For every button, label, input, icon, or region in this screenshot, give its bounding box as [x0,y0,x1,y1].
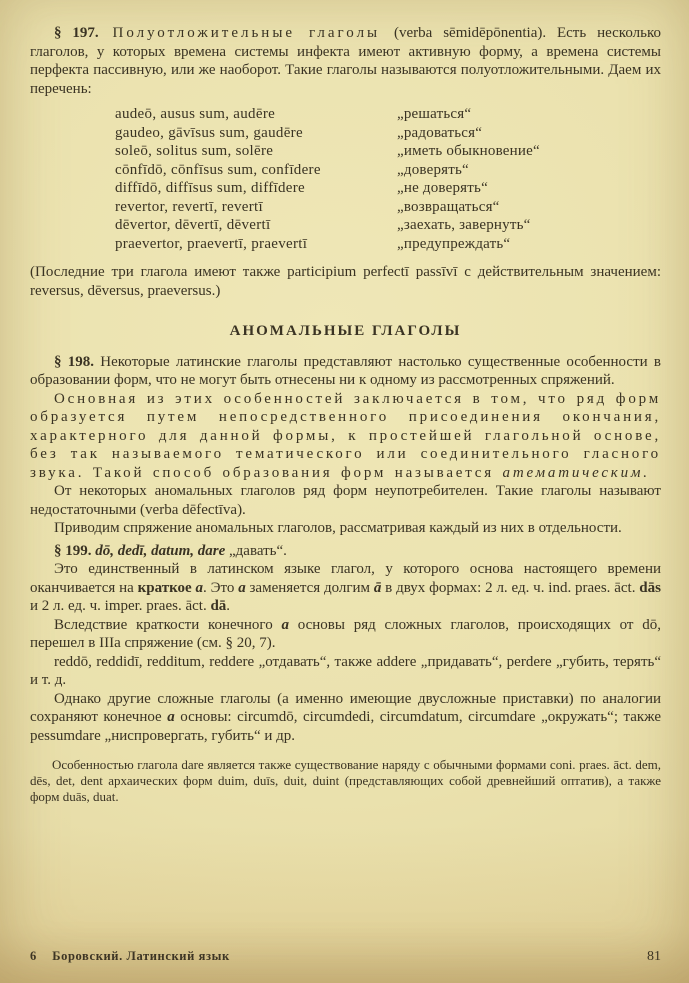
term-athematic: атематическим. [502,464,650,481]
verb-translation: „возвращаться“ [397,198,500,215]
text-segment: и 2 л. ед. ч. imper. praes. āct. [30,598,211,614]
verb-do-translation: „давать“. [229,542,287,559]
colophon: Боровский. Латинский язык [52,949,230,963]
bold-italic-a: a [238,579,246,596]
page-number: 81 [647,949,661,964]
verb-row [115,216,661,235]
verb-latin: gaudeo, gāvīsus sum, gaudēre [115,124,303,141]
bold-das: dās [639,579,661,596]
section-heading-anomalous-verbs: АНОМАЛЬНЫЕ ГЛАГОЛЫ [229,323,462,339]
semideponent-verb-list [115,105,661,253]
paragraph-199-2 [30,616,661,653]
bold-italic-a: a [167,709,175,725]
paragraph-198-1 [30,353,661,390]
bold-italic-a: a [195,579,204,596]
spaced-text: Основная из этих особенностей заключается в том, что ряд форм образуется путем непосредственного присоединения окончания, характерного для данной формы, к простейшей глагольной основе, без так называемого тематического или соединительного гласного звука. Такой способ образования форм называется [30,390,661,481]
footnote-dare-archaic-forms: Особенностью глагола dare является также существование наряду с обычными формами coni. praes. āct. dem, dēs, det, dent архаических форм duim, duīs, duit, duint (представляющих собой древнейший оптатив), а также форм duās, duat. [30,757,661,804]
verb-latin: audeō, ausus sum, audēre [115,106,276,122]
verb-row [115,142,661,161]
verb-row [115,198,661,217]
verb-latin: diffīdō, diffīsus sum, diffīdere [115,180,306,196]
verb-latin: cōnfīdō, cōnfīsus sum, confīdere [115,161,321,178]
paragraph-198-3: От некоторых аномальных глаголов ряд форм неупотребителен. Такие глаголы называют недостаточными (verba dēfectīva). [30,483,661,518]
verb-latin: praevertor, praevertī, praevertī [115,235,308,252]
paragraph-199-4 [30,690,661,746]
heading-199 [30,542,661,561]
text-segment: . Это [203,579,239,596]
verb-translation: „иметь обыкновение“ [397,143,540,159]
paragraph-199-3: reddō, reddidī, redditum, reddere „отдавать“, также addere „придавать“, perdere „губить, терять“ и т. д. [30,653,661,688]
section-number-197: § 197. [54,25,99,41]
bold-da: dā [210,598,227,614]
verb-latin: revertor, revertī, revertī [115,198,263,215]
text-segment: заменяется долгим [245,579,374,596]
section-body-197: Есть несколько глаголов, у которых времена системы инфекта имеют активную форму, а времена системы перфекта пассивную, или же наоборот. Такие глаголы называются полуотложительными. Даем их перечень: [30,25,661,97]
verb-latin: soleō, solitus sum, solēre [115,143,274,159]
paragraph-198-spaced [30,390,661,483]
verb-do-principal-parts: dō, dedī, datum, dare [91,542,229,559]
verb-latin: dēvertor, dēvertī, dēvertī [115,217,271,233]
text-segment: Однако другие сложные глаголы (а именно имеющие двусложные приставки) по аналогии сохраняют конечное [30,690,661,725]
text-segment: . [226,598,231,614]
bold-italic-a-long: ā [373,579,382,596]
text-segment: в двух формах: 2 л. ед. ч. ind. praes. āct. [381,579,640,596]
section-number-199: § 199. [54,542,92,559]
verb-translation: „предупреждать“ [397,235,511,252]
verb-translation: „не доверять“ [397,180,488,196]
text-segment: Вследствие краткости конечного [54,616,282,633]
paragraph-198-4: Приводим спряжение аномальных глаголов, рассматривая каждый из них в отдельности. [54,520,622,536]
note-197: (Последние три глагола имеют также participium perfectī passīvī с действительным значением: reversus, dēversus, praeversus.) [30,264,661,299]
text-segment: Это единственный в латинском языке глагол, у которого основа настоящего времени оканчивается на [30,561,661,596]
verb-translation: „решаться“ [397,106,472,122]
section-body-198: Некоторые латинские глаголы представляют настолько существенные особенности в образовании форм, что не могут быть отнесены ни к одному из рассмотренных спряжений. [30,353,661,388]
page-footer [30,949,661,965]
paragraph-199-1 [30,560,661,616]
verb-row [115,105,661,124]
paragraph-197 [30,24,661,98]
verb-translation: „доверять“ [397,161,469,178]
verb-row [115,235,661,254]
section-title-197: Полуотложительные глаголы [98,25,395,41]
bold-segment: краткое [137,579,196,596]
bold-italic-a: a [281,616,289,633]
section-number-198: § 198. [54,353,94,370]
verb-translation: „радоваться“ [397,124,483,141]
verb-row [115,179,661,198]
verb-row [115,124,661,143]
verb-row [115,161,661,180]
signature-number: 6 [30,949,37,963]
verb-translation: „заехать, завернуть“ [397,217,531,233]
text-segment: основы ряд сложных глаголов, происходящих от dō, перешел в IIIa спряжение (см. § 20, 7). [30,616,661,651]
page-content [30,24,661,933]
text-segment: основы: circumdō, circumdedi, circumdatum, circumdare „окружать“; также pessumdare „ниспровергать, губить“ и др. [30,709,661,744]
section-latin-197: (verba sēmidēpōnentia). [394,25,547,41]
